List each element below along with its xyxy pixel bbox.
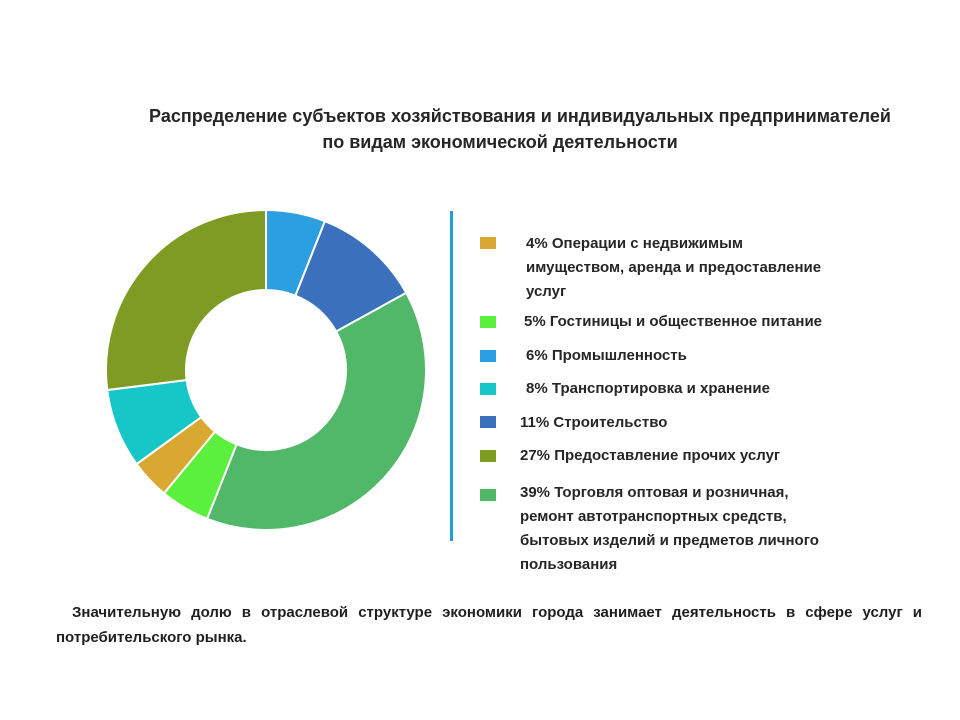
legend-swatch: [480, 237, 496, 249]
legend-label: 8% Транспортировка и хранение: [526, 380, 770, 397]
legend-label: 27% Предоставление прочих услуг: [520, 447, 781, 464]
legend-swatch: [480, 450, 496, 462]
legend-swatch: [480, 416, 496, 428]
legend-swatch: [480, 350, 496, 362]
legend-label: 6% Промышленность: [526, 347, 687, 364]
legend-label: 4% Операции с недвижимым имуществом, аренда и предоставление услуг: [526, 235, 822, 300]
chart-title-line-2: по видам экономической деятельности: [322, 132, 678, 152]
donut-chart: [96, 200, 436, 540]
legend-swatch: [480, 316, 496, 328]
chart-title: [60, 103, 940, 155]
donut-slice-2: [207, 293, 426, 530]
footer-text: Значительную долю в отраслевой структуре экономики города занимает деятельность в сфере услуг и потребительского рынка.: [56, 604, 922, 646]
legend-swatch: [480, 489, 496, 501]
legend-label: 5% Гостиницы и общественное питание: [524, 313, 823, 330]
chart-title-line-1: Распределение субъектов хозяйствования и индивидуальных предпринимателей: [149, 106, 891, 126]
legend-label: 39% Торговля оптовая и розничная, ремонт автотранспортных средств, бытовых изделий и предметов личного пользования: [520, 484, 819, 573]
donut-slice-6: [106, 210, 266, 390]
legend-divider: [450, 211, 453, 541]
legend-label: 11% Строительство: [520, 414, 668, 431]
legend-swatch: [480, 383, 496, 395]
